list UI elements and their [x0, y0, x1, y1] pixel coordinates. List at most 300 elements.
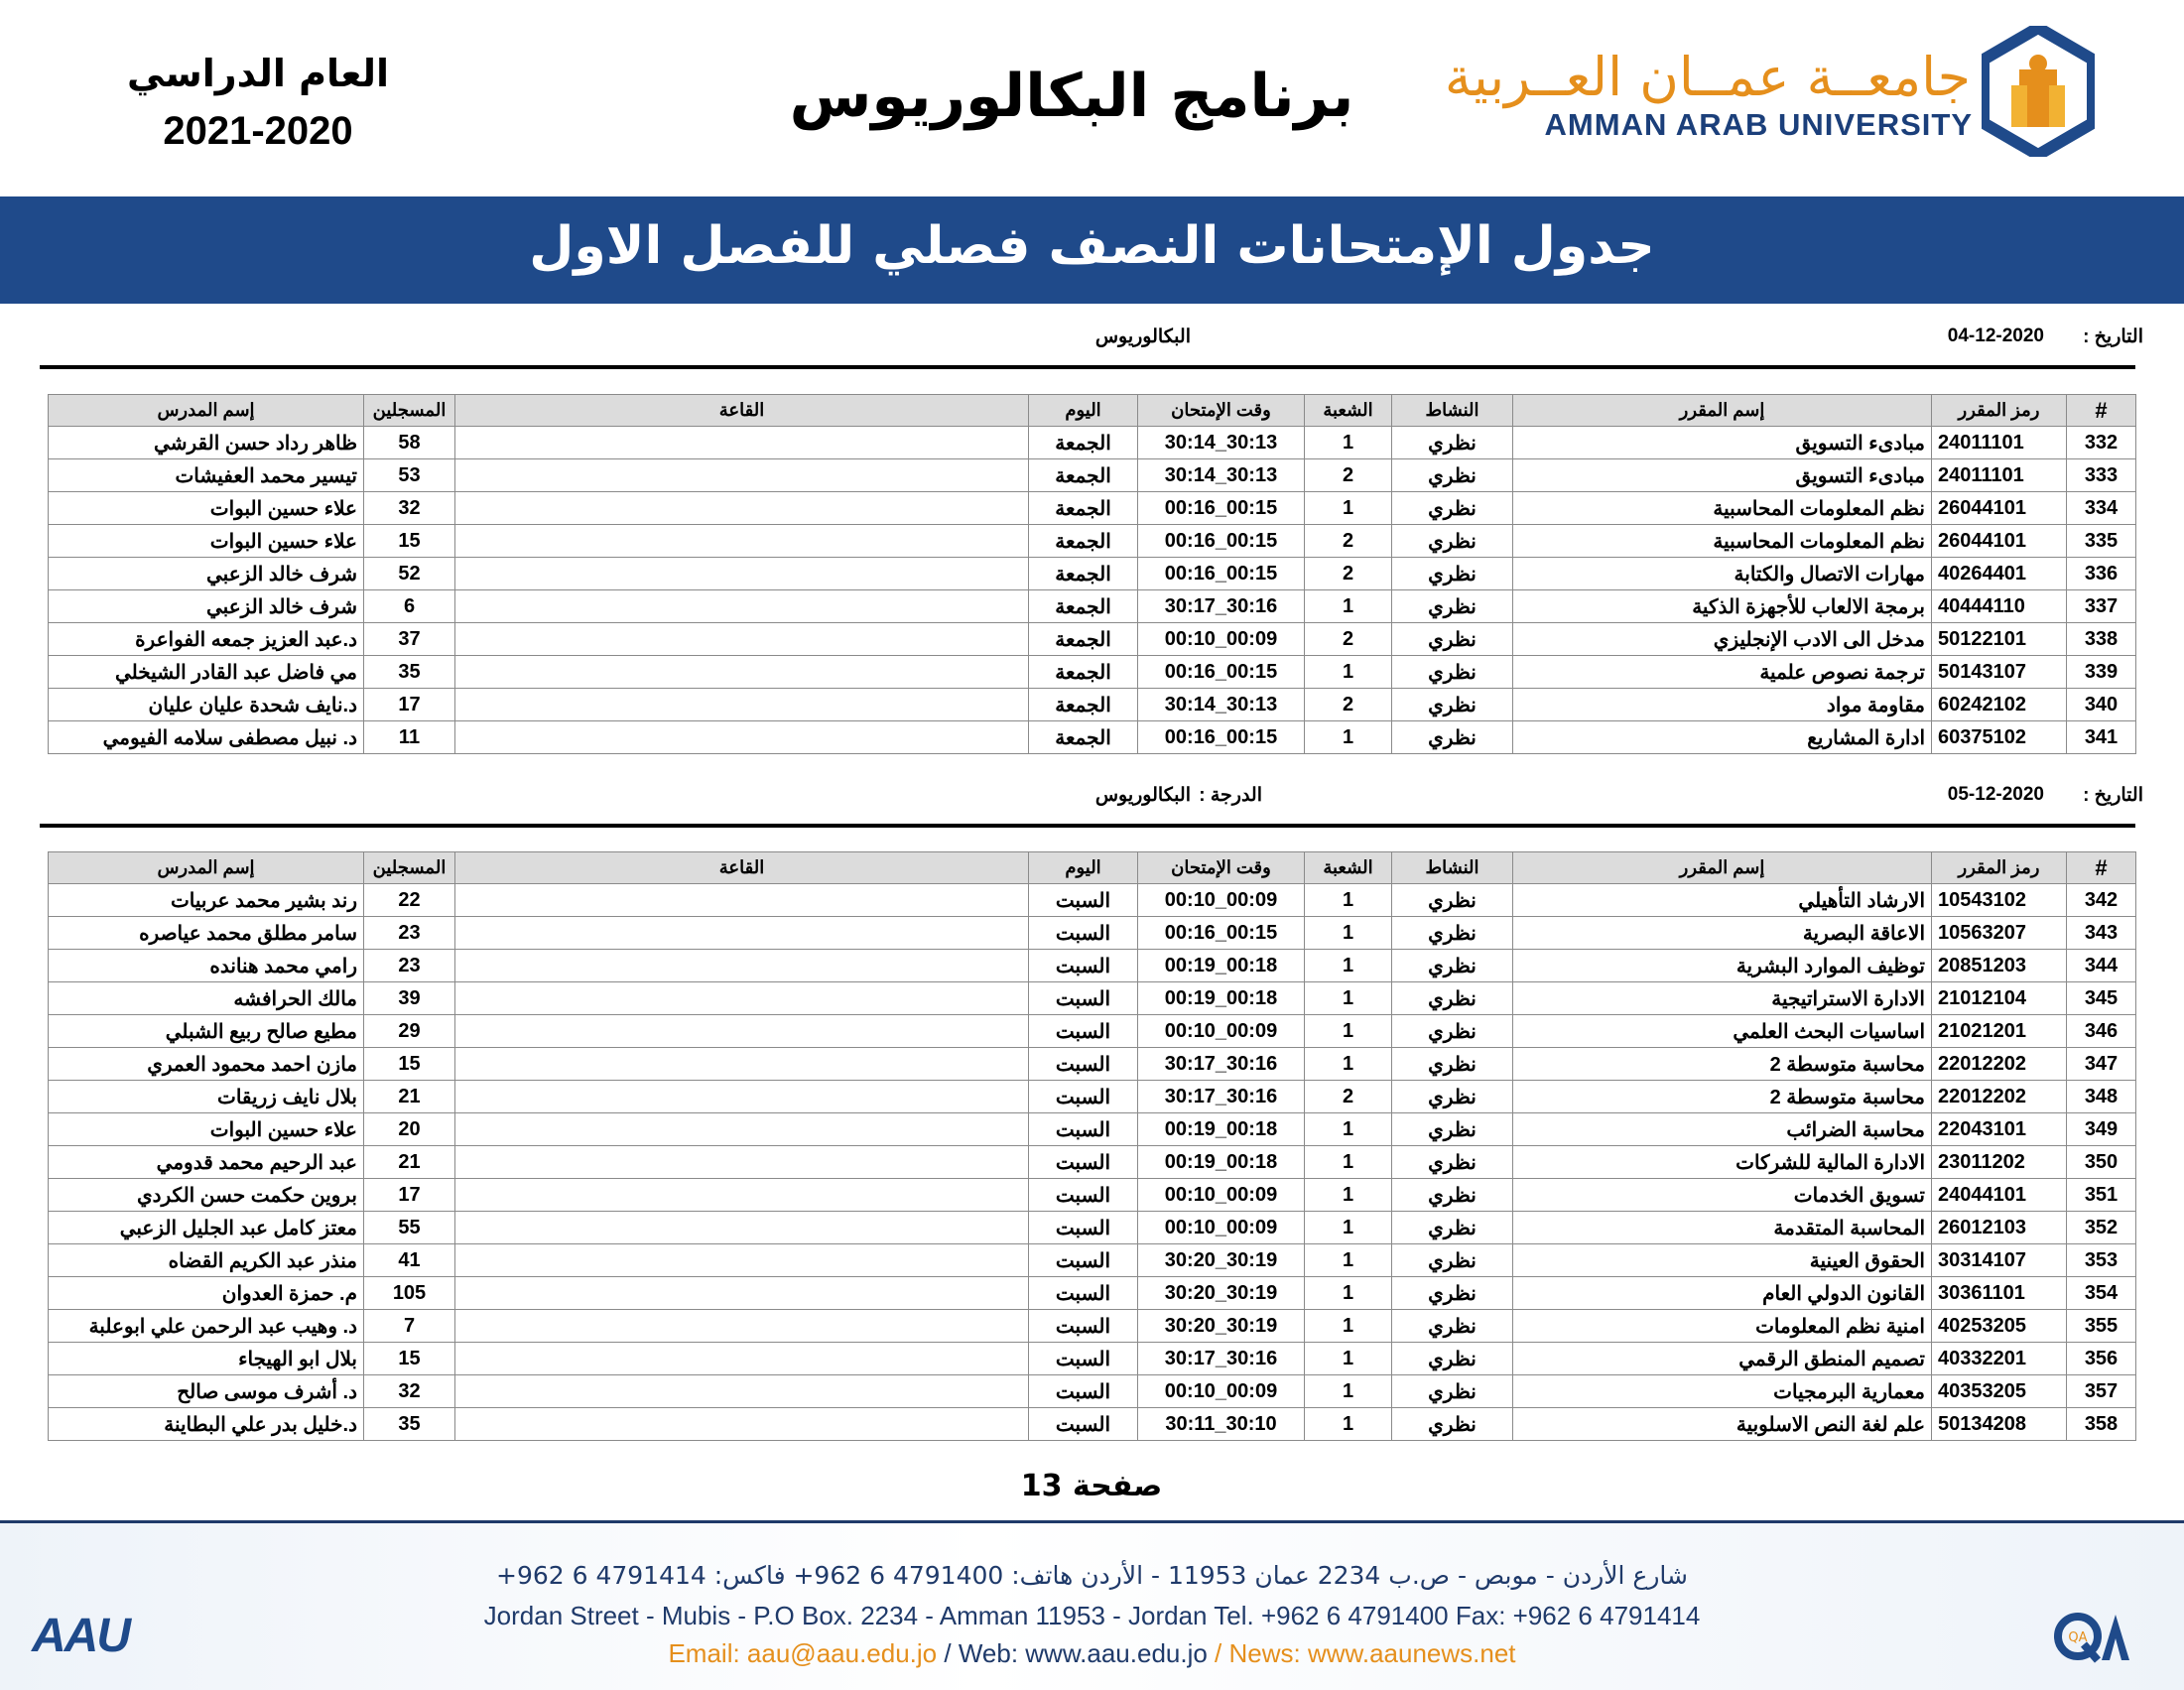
date-value: 05-12-2020 [1947, 784, 2044, 805]
table-row [49, 623, 2136, 656]
row-number: 338 [2067, 623, 2136, 656]
course-name: نظم المعلومات المحاسبية [1513, 525, 1932, 558]
table-row [49, 492, 2136, 525]
activity: نظري [1392, 1375, 1513, 1408]
section-number: 1 [1305, 917, 1392, 950]
table-row [49, 1081, 2136, 1113]
exam-time: 00:10_00:09 [1138, 623, 1305, 656]
section-number: 1 [1305, 590, 1392, 623]
table-row [49, 590, 2136, 623]
exam-time: 00:16_00:15 [1138, 558, 1305, 590]
course-code: 10543102 [1932, 884, 2067, 917]
teacher-name: د. نبيل مصطفى سلامه الفيومي [49, 721, 364, 754]
table-row [49, 427, 2136, 459]
teacher-name: د. أشرف موسى صالح [49, 1375, 364, 1408]
activity: نظري [1392, 1179, 1513, 1212]
section-number: 1 [1305, 656, 1392, 689]
activity: نظري [1392, 1408, 1513, 1441]
exam-time: 00:19_00:18 [1138, 1113, 1305, 1146]
row-number: 350 [2067, 1146, 2136, 1179]
university-logo-icon [1982, 26, 2095, 157]
exam-room [455, 590, 1029, 623]
exam-time: 00:16_00:15 [1138, 492, 1305, 525]
exam-time: 30:14_30:13 [1138, 427, 1305, 459]
exam-room [455, 1113, 1029, 1146]
section-number: 1 [1305, 982, 1392, 1015]
activity: نظري [1392, 1015, 1513, 1048]
activity: نظري [1392, 492, 1513, 525]
row-number: 348 [2067, 1081, 2136, 1113]
qa-logo-icon [2054, 1607, 2137, 1666]
section-number: 1 [1305, 884, 1392, 917]
exam-time: 00:10_00:09 [1138, 884, 1305, 917]
footer-email-link[interactable]: Email: aau@aau.edu.jo [668, 1638, 938, 1668]
course-name: محاسبة متوسطة 2 [1513, 1048, 1932, 1081]
row-number: 358 [2067, 1408, 2136, 1441]
teacher-name: مطيع صالح ربيع الشبلي [49, 1015, 364, 1048]
exam-table-2 [48, 851, 2136, 1441]
activity: نظري [1392, 590, 1513, 623]
qa-logo-text: QA [2068, 1630, 2088, 1645]
exam-day: السبت [1029, 1015, 1138, 1048]
course-name: مهارات الاتصال والكتابة [1513, 558, 1932, 590]
course-name: مبادىء التسويق [1513, 427, 1932, 459]
table-header-row [49, 852, 2136, 884]
activity: نظري [1392, 884, 1513, 917]
course-name: محاسبة متوسطة 2 [1513, 1081, 1932, 1113]
academic-year-value: 2021-2020 [163, 109, 353, 153]
activity: نظري [1392, 1146, 1513, 1179]
table-row [49, 1146, 2136, 1179]
course-code: 30314107 [1932, 1244, 2067, 1277]
table-row [49, 525, 2136, 558]
table-row [49, 1212, 2136, 1244]
row-number: 351 [2067, 1179, 2136, 1212]
teacher-name: علاء حسين البوات [49, 1113, 364, 1146]
exam-day: السبت [1029, 884, 1138, 917]
registered-count: 15 [364, 1048, 455, 1081]
col-day: اليوم [1029, 395, 1138, 427]
exam-day: السبت [1029, 1146, 1138, 1179]
activity: نظري [1392, 1277, 1513, 1310]
exam-day: السبت [1029, 1212, 1138, 1244]
table-row [49, 1179, 2136, 1212]
exam-day: الجمعة [1029, 525, 1138, 558]
table-row [49, 721, 2136, 754]
date-label: التاريخ : [2083, 326, 2143, 347]
section-number: 1 [1305, 1375, 1392, 1408]
exam-room [455, 656, 1029, 689]
exam-time: 00:19_00:18 [1138, 982, 1305, 1015]
row-number: 339 [2067, 656, 2136, 689]
exam-room [455, 1212, 1029, 1244]
exam-time: 00:10_00:09 [1138, 1375, 1305, 1408]
activity: نظري [1392, 525, 1513, 558]
date-value: 04-12-2020 [1947, 325, 2044, 346]
table-row [49, 1048, 2136, 1081]
course-code: 26012103 [1932, 1212, 2067, 1244]
page-header [0, 0, 2184, 195]
exam-table-1 [48, 394, 2136, 754]
exam-time: 00:10_00:09 [1138, 1212, 1305, 1244]
registered-count: 22 [364, 884, 455, 917]
academic-year-label: العام الدراسي [126, 52, 390, 95]
table-row [49, 689, 2136, 721]
row-number: 346 [2067, 1015, 2136, 1048]
schedule-title: جدول الإمتحانات النصف فصلي للفصل الاول [529, 216, 1655, 276]
exam-room [455, 689, 1029, 721]
course-name: الادارة المالية للشركات [1513, 1146, 1932, 1179]
exam-day: السبت [1029, 1343, 1138, 1375]
course-name: الادارة الاستراتيجية [1513, 982, 1932, 1015]
activity: نظري [1392, 656, 1513, 689]
course-code: 40264401 [1932, 558, 2067, 590]
course-code: 40253205 [1932, 1310, 2067, 1343]
activity: نظري [1392, 689, 1513, 721]
row-number: 337 [2067, 590, 2136, 623]
teacher-name: د.عبد العزيز جمعه الفواعرة [49, 623, 364, 656]
exam-day: السبت [1029, 1113, 1138, 1146]
registered-count: 52 [364, 558, 455, 590]
exam-day: السبت [1029, 1408, 1138, 1441]
teacher-name: ظاهر رداد حسن القرشي [49, 427, 364, 459]
course-name: اساسيات البحث العلمي [1513, 1015, 1932, 1048]
section-number: 1 [1305, 1212, 1392, 1244]
registered-count: 15 [364, 1343, 455, 1375]
table-row [49, 558, 2136, 590]
program-title: برنامج البكالوريوس [789, 62, 1354, 131]
teacher-name: م. حمزة العدوان [49, 1277, 364, 1310]
course-name: الارشاد التأهيلي [1513, 884, 1932, 917]
course-code: 60375102 [1932, 721, 2067, 754]
footer-web-link[interactable]: Web: www.aau.edu.jo [958, 1638, 1208, 1668]
section-number: 1 [1305, 1408, 1392, 1441]
registered-count: 23 [364, 950, 455, 982]
row-number: 349 [2067, 1113, 2136, 1146]
section-number: 2 [1305, 689, 1392, 721]
footer-separator: / [937, 1638, 959, 1668]
table-row [49, 1113, 2136, 1146]
registered-count: 35 [364, 656, 455, 689]
section-number: 1 [1305, 1146, 1392, 1179]
row-number: 332 [2067, 427, 2136, 459]
activity: نظري [1392, 459, 1513, 492]
course-code: 21021201 [1932, 1015, 2067, 1048]
section-number: 1 [1305, 1277, 1392, 1310]
section-number: 2 [1305, 558, 1392, 590]
row-number: 340 [2067, 689, 2136, 721]
registered-count: 21 [364, 1146, 455, 1179]
exam-time: 00:19_00:18 [1138, 1146, 1305, 1179]
table-row [49, 1277, 2136, 1310]
footer-news-link[interactable]: News: www.aaunews.net [1228, 1638, 1516, 1668]
course-code: 24044101 [1932, 1179, 2067, 1212]
exam-room [455, 492, 1029, 525]
activity: نظري [1392, 1081, 1513, 1113]
exam-time: 30:17_30:16 [1138, 590, 1305, 623]
table-row [49, 1343, 2136, 1375]
exam-time: 00:16_00:15 [1138, 721, 1305, 754]
course-code: 23011202 [1932, 1146, 2067, 1179]
registered-count: 105 [364, 1277, 455, 1310]
registered-count: 17 [364, 1179, 455, 1212]
exam-room [455, 623, 1029, 656]
col-registered: المسجلين [364, 395, 455, 427]
table-row [49, 982, 2136, 1015]
page-number: صفحة 13 [1020, 1469, 1163, 1503]
course-name: امنية نظم المعلومات [1513, 1310, 1932, 1343]
university-name-arabic: جامعــة عمــان العــربية [1444, 46, 1971, 108]
title-banner [0, 196, 2184, 304]
exam-room [455, 427, 1029, 459]
exam-time: 30:14_30:13 [1138, 459, 1305, 492]
teacher-name: مالك الحرافشه [49, 982, 364, 1015]
teacher-name: سامر مطلق محمد عياصره [49, 917, 364, 950]
table-row [49, 1310, 2136, 1343]
exam-room [455, 982, 1029, 1015]
table-header-row [49, 395, 2136, 427]
exam-room [455, 721, 1029, 754]
exam-time: 30:20_30:19 [1138, 1310, 1305, 1343]
exam-day: الجمعة [1029, 558, 1138, 590]
activity: نظري [1392, 1310, 1513, 1343]
exam-day: الجمعة [1029, 492, 1138, 525]
section-divider [40, 365, 2135, 369]
section-number: 1 [1305, 1048, 1392, 1081]
col-course-code: رمز المقرر [1932, 395, 2067, 427]
exam-day: السبت [1029, 1081, 1138, 1113]
teacher-name: د. وهيب عبد الرحمن علي ابوعلبة [49, 1310, 364, 1343]
col-day: اليوم [1029, 852, 1138, 884]
section-number: 1 [1305, 721, 1392, 754]
col-number: # [2067, 852, 2136, 884]
course-name: تصميم المنطق الرقمي [1513, 1343, 1932, 1375]
teacher-name: رامي محمد هنانده [49, 950, 364, 982]
registered-count: 35 [364, 1408, 455, 1441]
section-1-meta [40, 320, 2143, 355]
exam-day: الجمعة [1029, 623, 1138, 656]
teacher-name: منذر عبد الكريم القضاه [49, 1244, 364, 1277]
course-code: 50134208 [1932, 1408, 2067, 1441]
exam-room [455, 558, 1029, 590]
section-number: 2 [1305, 623, 1392, 656]
teacher-name: عبد الرحيم محمد قدومي [49, 1146, 364, 1179]
table-row [49, 459, 2136, 492]
course-code: 26044101 [1932, 525, 2067, 558]
row-number: 355 [2067, 1310, 2136, 1343]
registered-count: 6 [364, 590, 455, 623]
col-activity: النشاط [1392, 852, 1513, 884]
col-course-name: إسم المقرر [1513, 852, 1932, 884]
exam-day: السبت [1029, 1375, 1138, 1408]
exam-time: 00:10_00:09 [1138, 1015, 1305, 1048]
course-code: 26044101 [1932, 492, 2067, 525]
row-number: 352 [2067, 1212, 2136, 1244]
exam-room [455, 1179, 1029, 1212]
exam-day: الجمعة [1029, 656, 1138, 689]
section-number: 1 [1305, 1310, 1392, 1343]
exam-time: 30:20_30:19 [1138, 1244, 1305, 1277]
course-code: 24011101 [1932, 427, 2067, 459]
section-number: 1 [1305, 1113, 1392, 1146]
course-name: الاعاقة البصرية [1513, 917, 1932, 950]
col-activity: النشاط [1392, 395, 1513, 427]
registered-count: 55 [364, 1212, 455, 1244]
section-number: 1 [1305, 492, 1392, 525]
section-2-meta [40, 778, 2143, 814]
exam-room [455, 917, 1029, 950]
exam-time: 00:19_00:18 [1138, 950, 1305, 982]
course-name: نظم المعلومات المحاسبية [1513, 492, 1932, 525]
section-number: 1 [1305, 1343, 1392, 1375]
registered-count: 41 [364, 1244, 455, 1277]
section-number: 1 [1305, 1179, 1392, 1212]
footer-links [0, 1638, 2184, 1669]
col-room: القاعة [455, 852, 1029, 884]
exam-time: 00:16_00:15 [1138, 917, 1305, 950]
teacher-name: شرف خالد الزعبي [49, 590, 364, 623]
course-code: 40332201 [1932, 1343, 2067, 1375]
col-exam-time: وقت الإمتحان [1138, 852, 1305, 884]
teacher-name: رند بشير محمد عربيات [49, 884, 364, 917]
row-number: 341 [2067, 721, 2136, 754]
course-name: معمارية البرمجيات [1513, 1375, 1932, 1408]
section-number: 1 [1305, 950, 1392, 982]
row-number: 353 [2067, 1244, 2136, 1277]
col-exam-time: وقت الإمتحان [1138, 395, 1305, 427]
section-divider [40, 824, 2135, 828]
registered-count: 20 [364, 1113, 455, 1146]
row-number: 335 [2067, 525, 2136, 558]
footer-separator: / [1207, 1638, 1229, 1668]
course-code: 30361101 [1932, 1277, 2067, 1310]
col-teacher: إسم المدرس [49, 395, 364, 427]
course-name: محاسبة الضرائب [1513, 1113, 1932, 1146]
exam-day: السبت [1029, 917, 1138, 950]
col-section: الشعبة [1305, 395, 1392, 427]
section-number: 1 [1305, 1244, 1392, 1277]
footer-address-english: Jordan Street - Mubis - P.O Box. 2234 - Amman 11953 - Jordan Tel. +962 6 4791400 Fax: +962 6 4791414 [483, 1601, 1701, 1630]
exam-room [455, 884, 1029, 917]
row-number: 334 [2067, 492, 2136, 525]
activity: نظري [1392, 982, 1513, 1015]
course-name: برمجة الالعاب للأجهزة الذكية [1513, 590, 1932, 623]
course-name: مقاومة مواد [1513, 689, 1932, 721]
registered-count: 7 [364, 1310, 455, 1343]
col-course-name: إسم المقرر [1513, 395, 1932, 427]
activity: نظري [1392, 427, 1513, 459]
exam-day: الجمعة [1029, 427, 1138, 459]
row-number: 336 [2067, 558, 2136, 590]
course-code: 22012202 [1932, 1081, 2067, 1113]
section-number: 2 [1305, 1081, 1392, 1113]
course-code: 50143107 [1932, 656, 2067, 689]
row-number: 357 [2067, 1375, 2136, 1408]
exam-day: السبت [1029, 1048, 1138, 1081]
table-row [49, 884, 2136, 917]
exam-room [455, 525, 1029, 558]
registered-count: 15 [364, 525, 455, 558]
course-name: الحقوق العينية [1513, 1244, 1932, 1277]
registered-count: 29 [364, 1015, 455, 1048]
course-name: ادارة المشاريع [1513, 721, 1932, 754]
exam-time: 00:16_00:15 [1138, 525, 1305, 558]
col-section: الشعبة [1305, 852, 1392, 884]
aau-logo: AAU [32, 1610, 129, 1662]
table-row [49, 1408, 2136, 1441]
row-number: 343 [2067, 917, 2136, 950]
exam-room [455, 950, 1029, 982]
exam-day: الجمعة [1029, 689, 1138, 721]
course-name: المحاسبة المتقدمة [1513, 1212, 1932, 1244]
exam-room [455, 1244, 1029, 1277]
degree-label: الدرجة : [1199, 785, 1262, 806]
course-code: 40353205 [1932, 1375, 2067, 1408]
table-row [49, 917, 2136, 950]
course-code: 10563207 [1932, 917, 2067, 950]
exam-day: الجمعة [1029, 590, 1138, 623]
teacher-name: بلال ابو الهيجاء [49, 1343, 364, 1375]
registered-count: 32 [364, 492, 455, 525]
exam-room [455, 459, 1029, 492]
table-row [49, 950, 2136, 982]
table-row [49, 656, 2136, 689]
activity: نظري [1392, 1343, 1513, 1375]
exam-time: 00:16_00:15 [1138, 656, 1305, 689]
teacher-name: بلال نايف زريقات [49, 1081, 364, 1113]
row-number: 354 [2067, 1277, 2136, 1310]
course-code: 21012104 [1932, 982, 2067, 1015]
course-name: ترجمة نصوص علمية [1513, 656, 1932, 689]
exam-room [455, 1375, 1029, 1408]
registered-count: 32 [364, 1375, 455, 1408]
course-name: القانون الدولي العام [1513, 1277, 1932, 1310]
exam-room [455, 1146, 1029, 1179]
col-teacher: إسم المدرس [49, 852, 364, 884]
degree-value: البكالوريوس [1094, 326, 1191, 347]
teacher-name: تيسير محمد العفيشات [49, 459, 364, 492]
table-row [49, 1015, 2136, 1048]
row-number: 333 [2067, 459, 2136, 492]
exam-day: السبت [1029, 1310, 1138, 1343]
teacher-name: بروين حكمت حسن الكردي [49, 1179, 364, 1212]
row-number: 342 [2067, 884, 2136, 917]
row-number: 344 [2067, 950, 2136, 982]
course-code: 60242102 [1932, 689, 2067, 721]
course-name: علم لغة النص الاسلوبية [1513, 1408, 1932, 1441]
course-name: مبادىء التسويق [1513, 459, 1932, 492]
teacher-name: علاء حسين البوات [49, 492, 364, 525]
activity: نظري [1392, 721, 1513, 754]
row-number: 347 [2067, 1048, 2136, 1081]
exam-time: 30:11_30:10 [1138, 1408, 1305, 1441]
activity: نظري [1392, 1113, 1513, 1146]
section-number: 2 [1305, 525, 1392, 558]
col-registered: المسجلين [364, 852, 455, 884]
exam-time: 30:17_30:16 [1138, 1343, 1305, 1375]
table-row [49, 1375, 2136, 1408]
activity: نظري [1392, 1244, 1513, 1277]
activity: نظري [1392, 950, 1513, 982]
exam-time: 30:17_30:16 [1138, 1081, 1305, 1113]
activity: نظري [1392, 623, 1513, 656]
course-name: تسويق الخدمات [1513, 1179, 1932, 1212]
degree-value: البكالوريوس [1094, 785, 1191, 806]
activity: نظري [1392, 1212, 1513, 1244]
activity: نظري [1392, 917, 1513, 950]
course-code: 50122101 [1932, 623, 2067, 656]
exam-room [455, 1081, 1029, 1113]
